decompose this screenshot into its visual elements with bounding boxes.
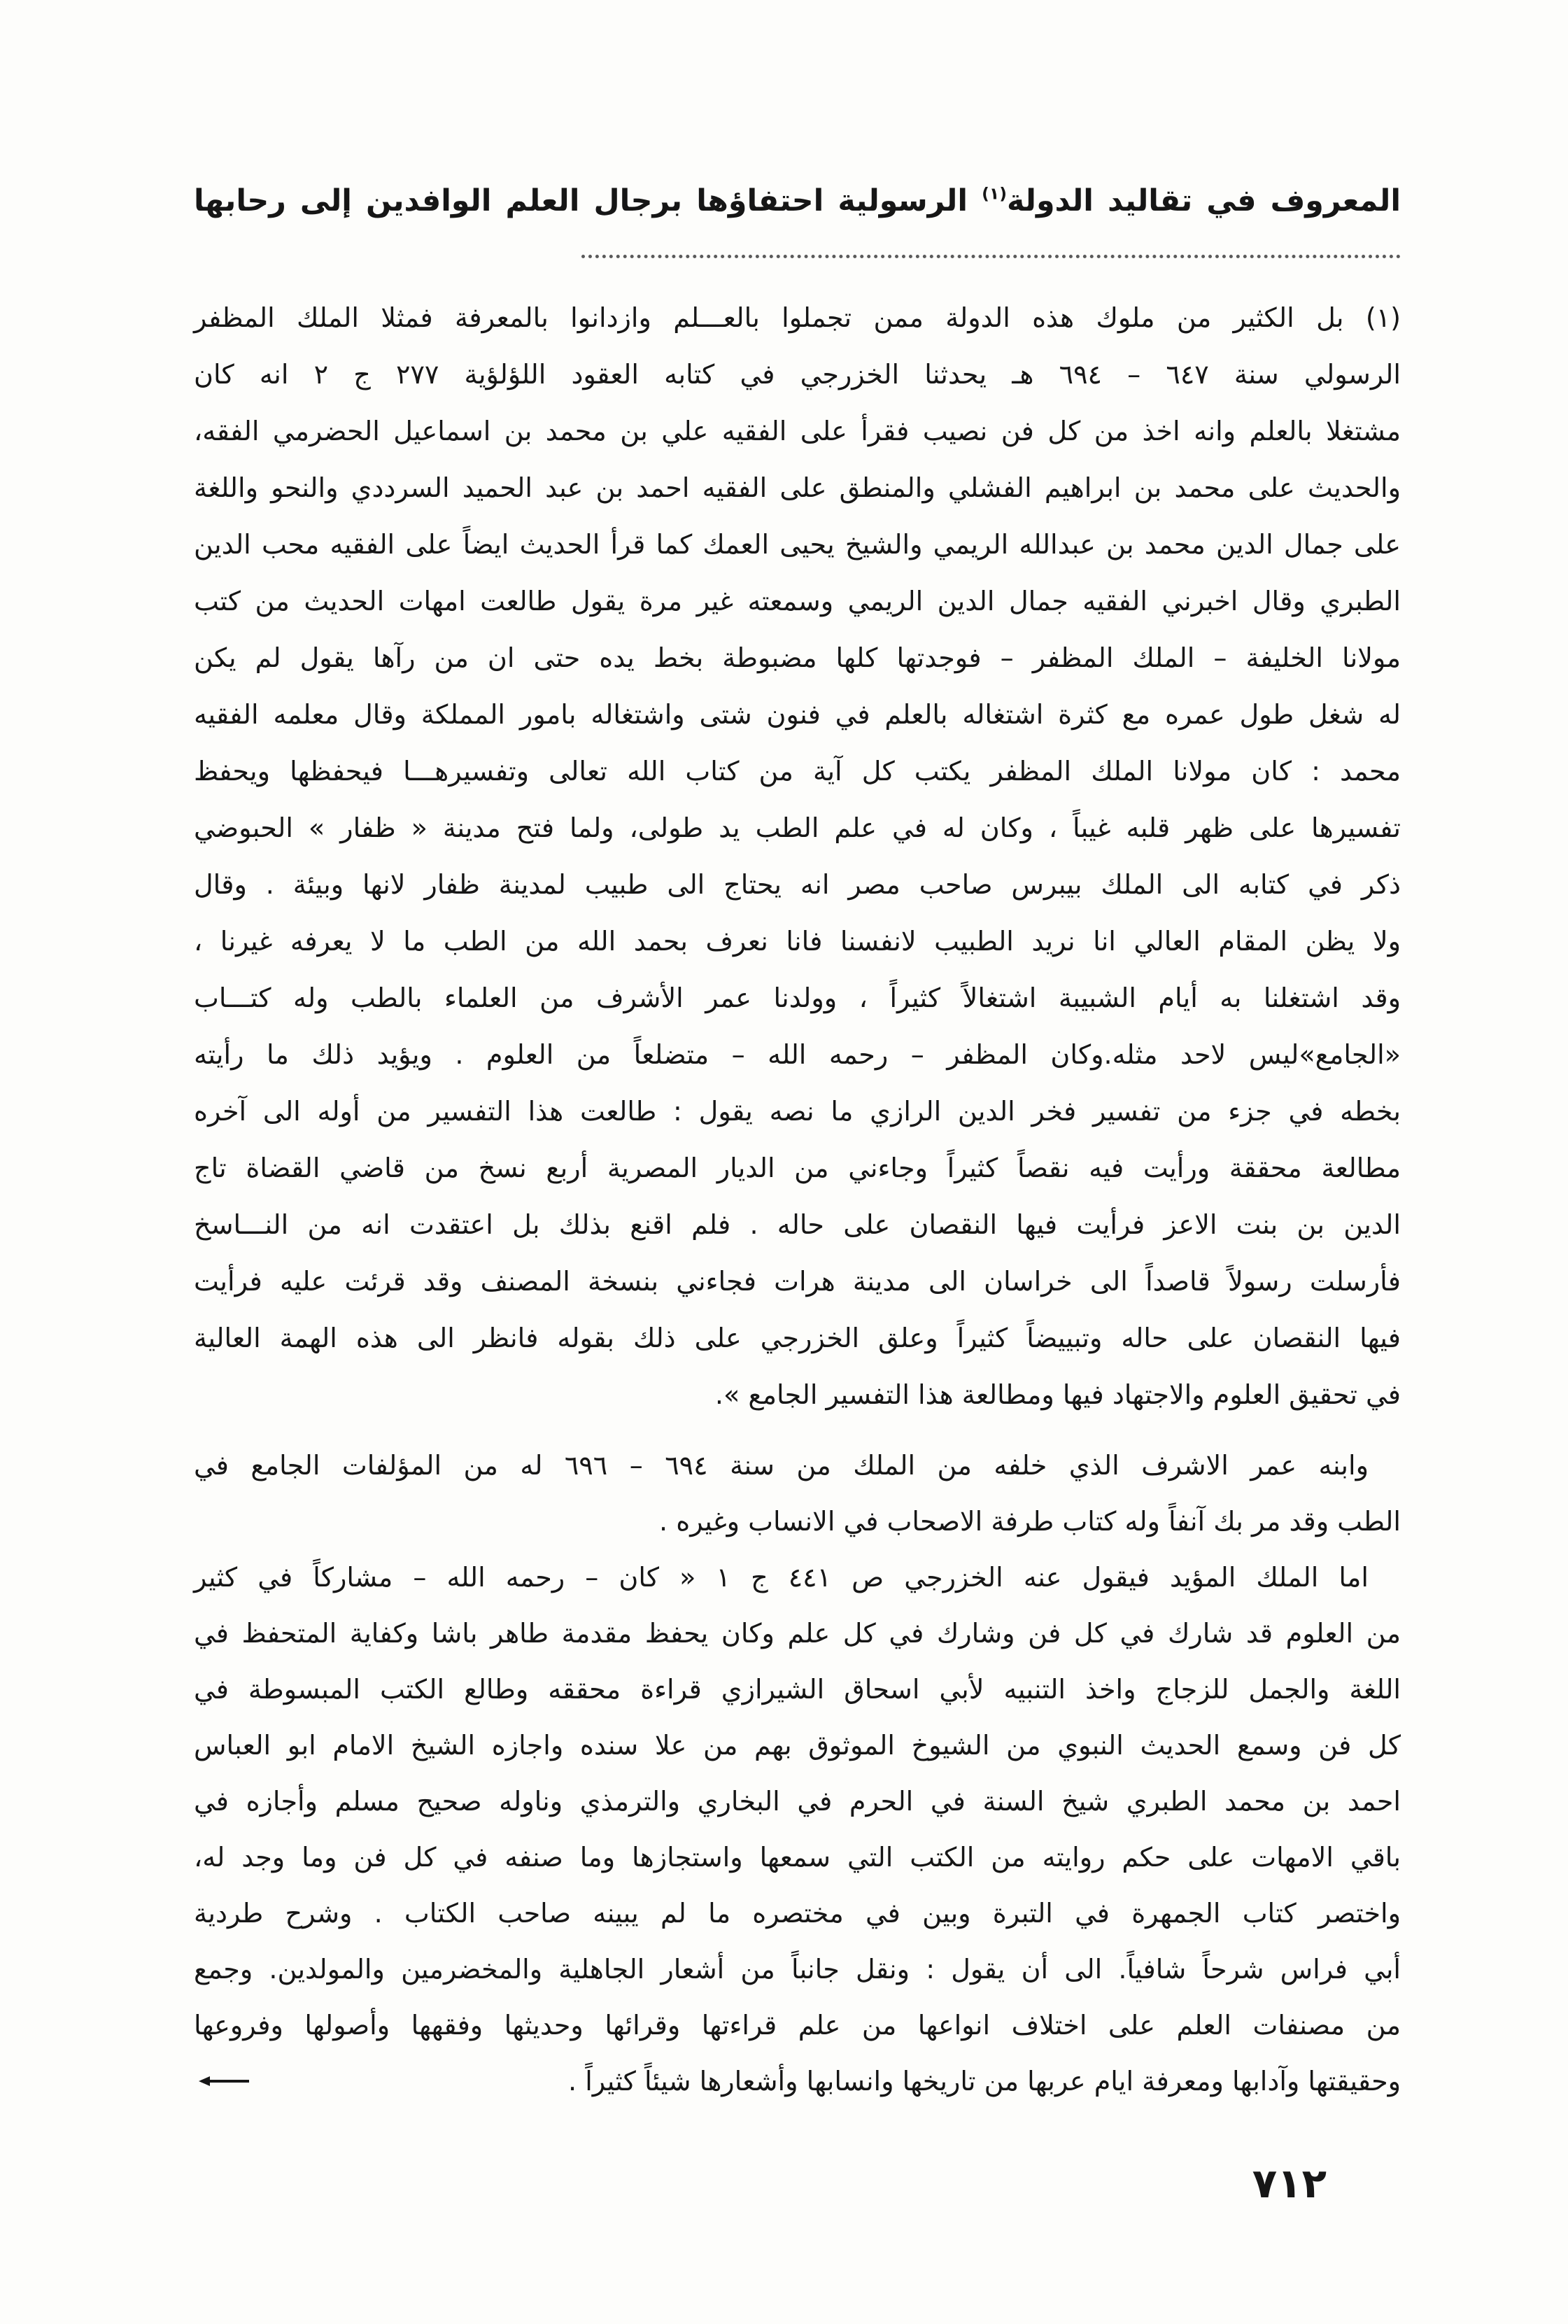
text-line-content: اما الملك المؤيد فيقول عنه الخزرجي ص ٤٤١ ج ١ « كان – رحمه الله – مشاركاً في كثير <box>194 1562 1369 1593</box>
text-line-content: احمد بن محمد الطبري شيخ السنة في الحرم في البخاري والترمذي وناوله صحيح مسلم وأجازه في <box>194 1786 1401 1817</box>
dotted-separator <box>581 255 1401 258</box>
arrow-left-icon-graphic <box>196 2053 252 2109</box>
text-line-content: مولانا الخليفة – الملك المظفر – فوجدتها كلها مضبوطة بخط يده حتى ان من رآها يقول لم يكن <box>194 642 1401 673</box>
paragraph-al-ashraf <box>194 1437 1401 1549</box>
text-line <box>194 346 1401 403</box>
text-line <box>194 1773 1401 1829</box>
footnote-block <box>194 290 1401 1423</box>
running-header <box>194 162 1401 225</box>
text-line-content: فأرسلت رسولاً قاصداً الى خراسان الى مدينة هرات فجاءني بنسخة المصنف وقد قرئت عليه فرأيت <box>194 1266 1401 1297</box>
page-number: ٧١٢ <box>1252 2160 1327 2207</box>
title-footnote-marker: (١) <box>982 184 1007 204</box>
title-start: المعروف في تقاليد الدولة <box>1006 183 1401 219</box>
text-line <box>194 1885 1401 1941</box>
text-line-content: ذكر في كتابه الى الملك بيبرس صاحب مصر انه يحتاج الى طبيب لمدينة ظفار لانها وبيئة . وقال <box>194 869 1401 900</box>
text-line-content: أبي فراس شرحاً شافياً. الى أن يقول : ونقل جانباً من أشعار الجاهلية والمخضرمين والمولدين. وجمع <box>194 1954 1401 1985</box>
text-line <box>194 460 1401 516</box>
text-line <box>194 630 1401 686</box>
text-line-content: كل فن وسمع الحديث النبوي من الشيوخ الموثوق بهم من علا سنده واجازه الشيخ الامام ابو العباس <box>194 1730 1401 1761</box>
text-line <box>194 1140 1401 1197</box>
text-line-content: مطالعة محققة ورأيت فيه نقصاً كثيراً وجاءني من الديار المصرية أربع نسخ من قاضي القضاة تاج <box>194 1153 1401 1183</box>
text-line-content: والحديث على محمد بن ابراهيم الفشلي والمنطق على الفقيه احمد بن عبد الحميد السرددي والنحو واللغة <box>194 472 1401 503</box>
text-line-content: محمد : كان مولانا الملك المظفر يكتب كل آية من كتاب الله تعالى وتفسيرهـــا فيحفظها ويحفظ <box>194 756 1401 787</box>
text-line <box>194 1941 1401 1997</box>
text-line <box>194 1437 1401 1493</box>
text-line <box>194 1253 1401 1310</box>
text-line <box>194 1310 1401 1367</box>
text-line-content: الطب وقد مر بك آنفاً وله كتاب طرفة الاصحاب في الانساب وغيره . <box>659 1506 1401 1537</box>
text-line-content: (١) بل الكثير من ملوك هذه الدولة ممن تجملوا بالعـــلم وازدانوا بالمعرفة فمثلا الملك المظفر <box>194 302 1401 333</box>
text-line <box>194 1829 1401 1885</box>
text-line <box>194 1493 1401 1549</box>
text-line-content: باقي الامهات على حكم روايته من الكتب التي سمعها واستجازها وما صنفه في كل فن وما وجد له، <box>194 1842 1401 1873</box>
text-line-content: وابنه عمر الاشرف الذي خلفه من الملك من سنة ٦٩٤ – ٦٩٦ له من المؤلفات الجامع في <box>194 1450 1369 1481</box>
text-line-content: الطبري وقال اخبرني الفقيه جمال الدين الريمي وسمعته غير مرة يقول طالعت امهات الحديث من كتب <box>194 586 1401 617</box>
text-line-content: بخطه في جزء من تفسير فخر الدين الرازي ما نصه يقول : طالعت هذا التفسير من أوله الى آخره <box>194 1096 1401 1127</box>
text-line <box>194 2053 1401 2109</box>
text-line <box>194 800 1401 857</box>
text-line <box>194 913 1401 970</box>
text-line <box>194 403 1401 460</box>
text-line <box>194 1605 1401 1661</box>
text-line-content: على جمال الدين محمد بن عبدالله الريمي والشيخ يحيى العمك كما قرأ الحديث ايضاً على الفقيه محب الدين <box>194 529 1401 560</box>
text-line <box>194 1083 1401 1140</box>
text-line-content: من مصنفات العلم على اختلاف انواعها من علم قراءتها وقرائها وحديثها وفقهها وأصولها وفروعها <box>194 2010 1401 2041</box>
text-line-content: مشتغلا بالعلم وانه اخذ من كل فن نصيب فقرأ على الفقيه علي بن محمد بن اسماعيل الحضرمي الفقه، <box>194 416 1401 446</box>
text-line <box>194 1717 1401 1773</box>
text-line <box>194 857 1401 913</box>
title-end: الرسولية احتفاؤها برجال العلم الوافدين إلى رحابها <box>194 183 968 219</box>
text-line-content: الدين بن بنت الاعز فرأيت فيها النقصان على حاله . فلم اقنع بذلك بل اعتقدت انه من النـــاسخ <box>194 1209 1401 1240</box>
text-line-content: واختصر كتاب الجمهرة في التبرة وبين في مختصره ما لم يبينه صاحب الكتاب . وشرح طردية <box>194 1898 1401 1929</box>
paragraph-al-muayyad <box>194 1549 1401 2109</box>
text-line <box>194 743 1401 800</box>
text-line-content: «الجامع»ليس لاحد مثله.وكان المظفر – رحمه الله – متضلعاً من العلوم . ويؤيد ذلك ما رأيته <box>194 1039 1401 1070</box>
text-line <box>194 573 1401 630</box>
text-line <box>194 516 1401 573</box>
text-line <box>194 1367 1401 1423</box>
text-line-content: وقد اشتغلنا به أيام الشبيبة اشتغالاً كثيراً ، وولدنا عمر الأشرف من العلماء بالطب وله كتـــاب <box>194 983 1401 1013</box>
text-line <box>194 1997 1401 2053</box>
page-title <box>194 162 1401 225</box>
text-line-content: فيها النقصان على حاله وتبييضاً كثيراً وعلق الخزرجي على ذلك بقوله فانظر الى هذه الهمة العالية <box>194 1323 1401 1353</box>
text-line <box>194 1661 1401 1717</box>
text-line-content: له شغل طول عمره مع كثرة اشتغاله بالعلم في فنون شتى واشتغاله بامور المملكة وقال معلمه الفقيه <box>194 699 1401 730</box>
text-line <box>194 1027 1401 1083</box>
text-line-content: الرسولي سنة ٦٤٧ – ٦٩٤ هـ يحدثنا الخزرجي في كتابه العقود اللؤلؤية ٢٧٧ ج ٢ انه كان <box>194 359 1401 390</box>
text-line-content: ولا يظن المقام العالي انا نريد الطبيب لانفسنا فانا نعرف بحمد الله من الطب ما لا يعرفه غيرنا ، <box>194 926 1401 957</box>
text-line-content: اللغة والجمل للزجاج واخذ التنبيه لأبي اسحاق الشيرازي قراءة محققه وطالع الكتب المبسوطة في <box>194 1674 1401 1705</box>
text-line <box>194 970 1401 1027</box>
text-line <box>194 1197 1401 1253</box>
text-line-content: من العلوم قد شارك في كل فن وشارك في كل علم وكان يحفظ مقدمة طاهر باشا وكفاية المتحفظ في <box>194 1618 1401 1649</box>
text-line <box>194 290 1401 346</box>
text-line <box>194 1549 1401 1605</box>
page-title-text <box>194 183 1401 218</box>
text-line <box>194 686 1401 743</box>
text-line-content: في تحقيق العلوم والاجتهاد فيها ومطالعة هذا التفسير الجامع ». <box>714 1379 1401 1410</box>
arrow-left-icon <box>196 2053 252 2109</box>
text-line-content: تفسيرها على ظهر قلبه غيباً ، وكان له في علم الطب يد طولى، ولما فتح مدينة « ظفار » الحبوضي <box>194 812 1401 843</box>
text-line-content: وحقيقتها وآدابها ومعرفة ايام عربها من تاريخها وانسابها وأشعارها شيئاً كثيراً . <box>568 2066 1401 2097</box>
